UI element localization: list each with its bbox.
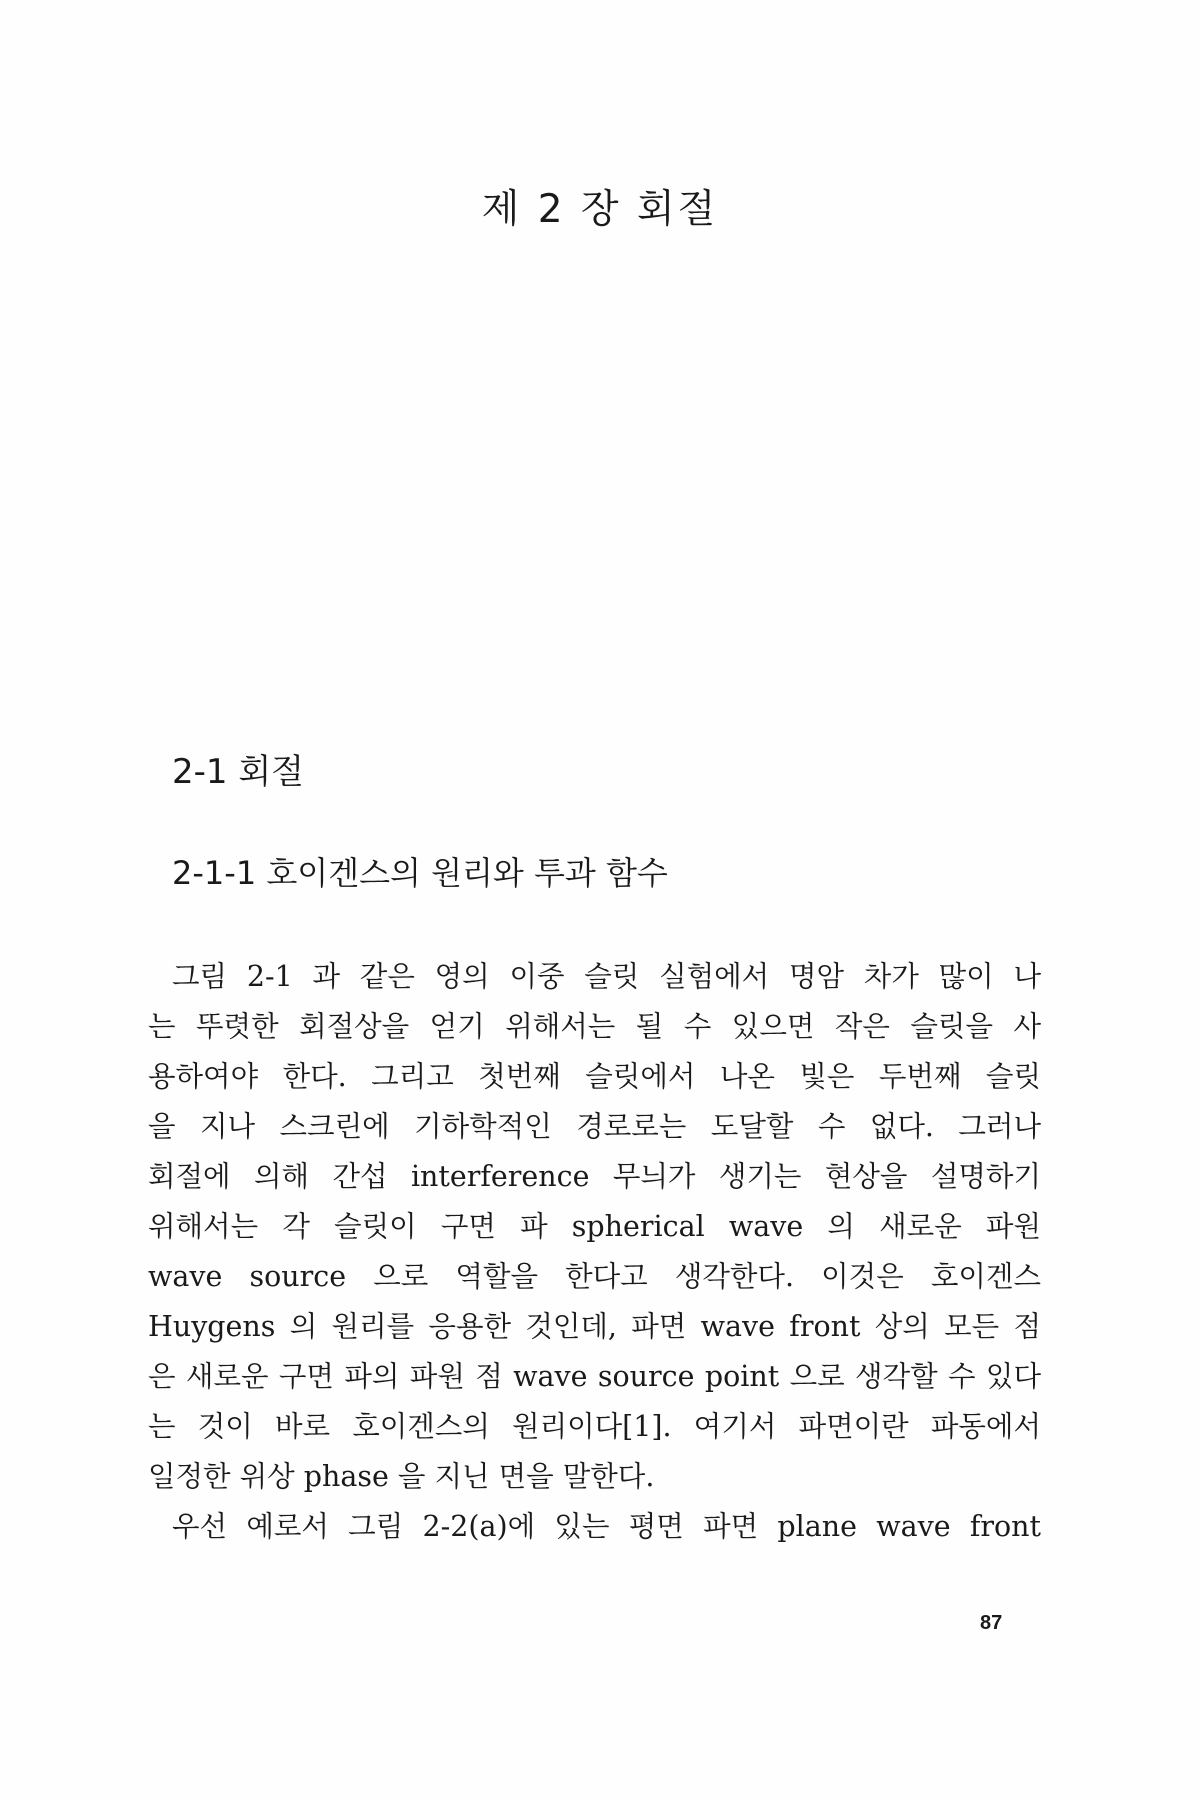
text-line: 을 지나 스크린에 기하학적인 경로로는 도달할 수 없다. 그러나 — [148, 1110, 1041, 1143]
body-paragraphs — [148, 952, 1041, 1552]
text-line: 회절에 의해 간섭 interference 무늬가 생기는 현상을 설명하기 — [148, 1160, 1041, 1193]
text-line: 일정한 위상 phase 을 지닌 면을 말한다. — [148, 1460, 655, 1493]
section-heading: 2-1 회절 — [172, 752, 305, 792]
text-line: wave source 으로 역할을 한다고 생각한다. 이것은 호이겐스 — [148, 1260, 1041, 1293]
text-line: 는 뚜렷한 회절상을 얻기 위해서는 될 수 있으면 작은 슬릿을 사 — [148, 1010, 1041, 1043]
chapter-title: 제 2 장 회절 — [481, 187, 719, 232]
subsection-heading: 2-1-1 호이겐스의 원리와 투과 함수 — [172, 854, 668, 892]
text-line: 는 것이 바로 호이겐스의 원리이다[1]. 여기서 파면이란 파동에서 — [148, 1410, 1041, 1443]
page-number: 87 — [980, 1612, 1003, 1634]
text-line: 그림 2-1 과 같은 영의 이중 슬릿 실험에서 명암 차가 많이 나 — [172, 960, 1041, 993]
text-line: 위해서는 각 슬릿이 구면 파 spherical wave 의 새로운 파원 — [148, 1210, 1041, 1243]
text-line: 은 새로운 구면 파의 파원 점 wave source point 으로 생각할 수 있다 — [148, 1360, 1041, 1393]
text-line: 우선 예로서 그림 2-2(a)에 있는 평면 파면 plane wave front — [172, 1510, 1041, 1543]
text-line: 용하여야 한다. 그리고 첫번째 슬릿에서 나온 빛은 두번째 슬릿 — [148, 1060, 1041, 1093]
text-line: Huygens 의 원리를 응용한 것인데, 파면 wave front 상의 모든 점 — [148, 1310, 1041, 1343]
